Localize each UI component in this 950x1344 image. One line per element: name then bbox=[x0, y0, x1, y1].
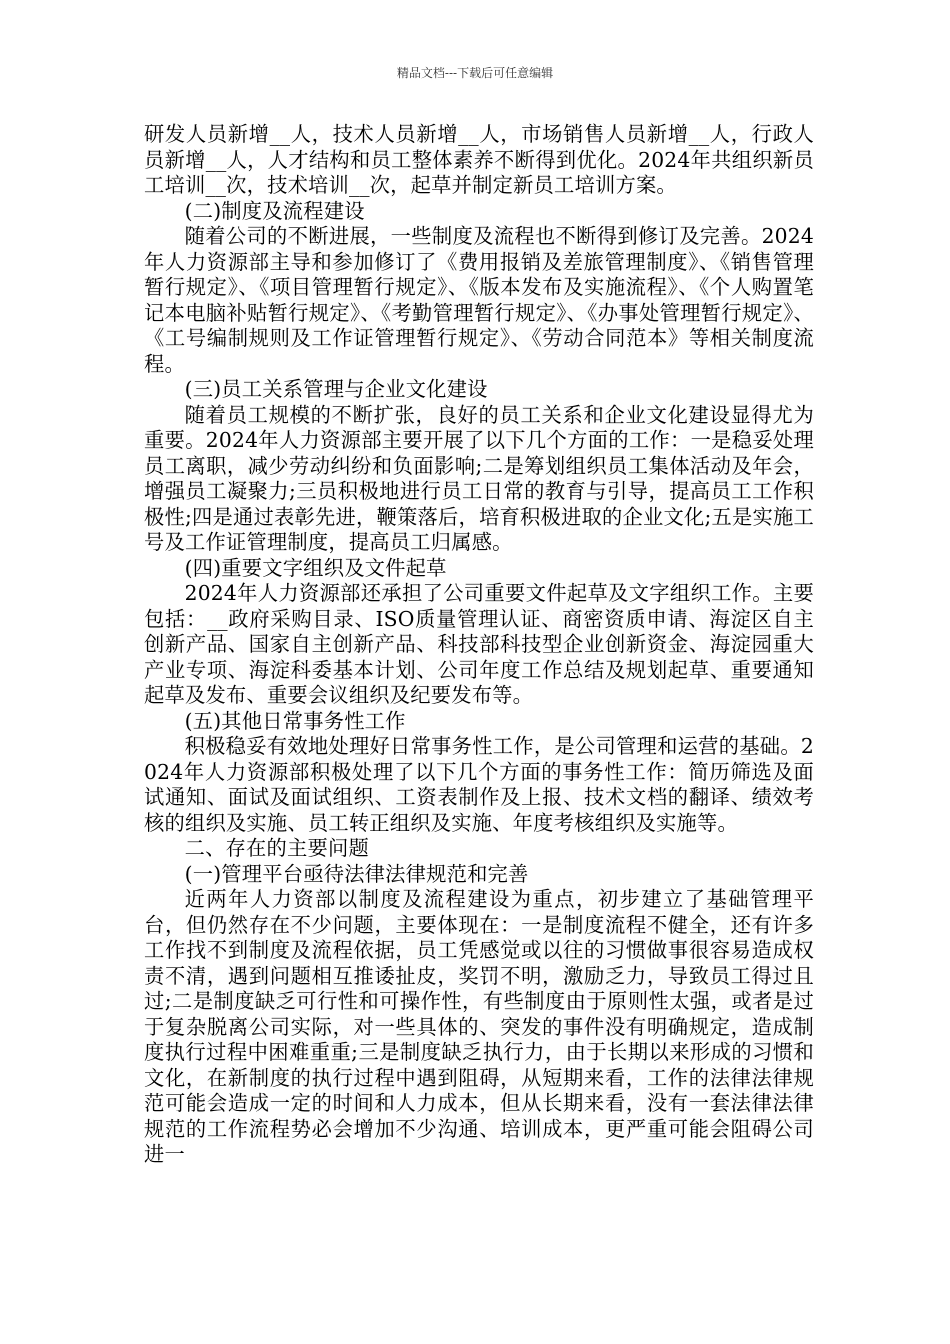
section-heading-daily-affairs: (五)其他日常事务性工作 bbox=[184, 708, 406, 733]
paragraph-documents: 2024年人力资源部还承担了公司重要文件起草及文字组织工作。主要包括：__政府采购目录、ISO质量管理认证、商密资质申请、海淀区自主创新产品、国家自主创新产品、科技部科技型企业创新资金、海淀园重大产业专项、海淀科委基本计划、公司年度工作总结及规划起草、重要通知起草及发布、重要会议组织及纪要发布等。 bbox=[144, 581, 814, 707]
paragraph-staff-growth: 研发人员新增__人，技术人员新增__人，市场销售人员新增__人，行政人员新增__人，人才结构和员工整体素养不断得到优化。2024年共组织新员工培训__次，技术培训__次，起草并制定新员工培训方案。 bbox=[144, 122, 814, 197]
page-header-watermark: 精品文档---下载后可任意编辑 bbox=[396, 66, 554, 80]
section-heading-management-platform: (一)管理平台亟待法律法律规范和完善 bbox=[184, 861, 529, 886]
section-heading-documents: (四)重要文字组织及文件起草 bbox=[184, 555, 447, 580]
section-heading-main-problems: 二、存在的主要问题 bbox=[184, 836, 369, 860]
paragraph-employee-relations: 随着员工规模的不断扩张，良好的员工关系和企业文化建设显得尤为重要。2024年人力资源部主要开展了以下几个方面的工作：一是稳妥处理员工离职，减少劳动纠纷和负面影响;二是筹划组织员工集体活动及年会，增强员工凝聚力;三员积极地进行员工日常的教育与引导，提高员工工作积极性;四是通过表彰先进，鞭策落后，培育积极进取的企业文化;五是实施工号及工作证管理制度，提高员工归属感。 bbox=[144, 402, 814, 554]
section-heading-employee-relations: (三)员工关系管理与企业文化建设 bbox=[184, 377, 488, 401]
paragraph-management-platform: 近两年人力资部以制度及流程建设为重点，初步建立了基础管理平台，但仍然存在不少问题，主要体现在：一是制度流程不健全，还有许多工作找不到制度及流程依据，员工凭感觉或以往的习惯做事很容易造成权责不清，遇到问题相互推诿扯皮，奖罚不明，激励乏力，导致员工得过且过;二是制度缺乏可行性和可操作性，有些制度由于原则性太强，或者是过于复杂脱离公司实际，对一些具体的、突发的事件没有明确规定，造成制度执行过程中困难重重;三是制度缺乏执行力，由于长期以来形成的习惯和文化，在新制度的执行过程中遇到阻碍，从短期来看，工作的法律法律规范可能会造成一定的时间和人力成本，但从长期来看，没有一套法律法律规范的工作流程势必会增加不少沟通、培训成本，更严重可能会阻碍公司进一 bbox=[144, 887, 814, 1166]
section-heading-policy: (二)制度及流程建设 bbox=[184, 198, 365, 223]
document-body bbox=[144, 122, 814, 1168]
paragraph-daily-affairs: 积极稳妥有效地处理好日常事务性工作，是公司管理和运营的基础。2024年人力资源部积极处理了以下几个方面的事务性工作：简历筛选及面试通知、面试及面试组织、工资表制作及上报、技术文档的翻译、绩效考核的组织及实施、员工转正组织及实施、年度考核组织及实施等。 bbox=[144, 734, 814, 835]
paragraph-policy: 随着公司的不断进展，一些制度及流程也不断得到修订及完善。2024年人力资源部主导和参加修订了《费用报销及差旅管理制度》、《销售管理暂行规定》、《项目管理暂行规定》、《版本发布及实施流程》、《个人购置笔记本电脑补贴暂行规定》、《考勤管理暂行规定》、《办事处管理暂行规定》、《工号编制规则及工作证管理暂行规定》、《劳动合同范本》等相关制度流程。 bbox=[144, 224, 814, 376]
